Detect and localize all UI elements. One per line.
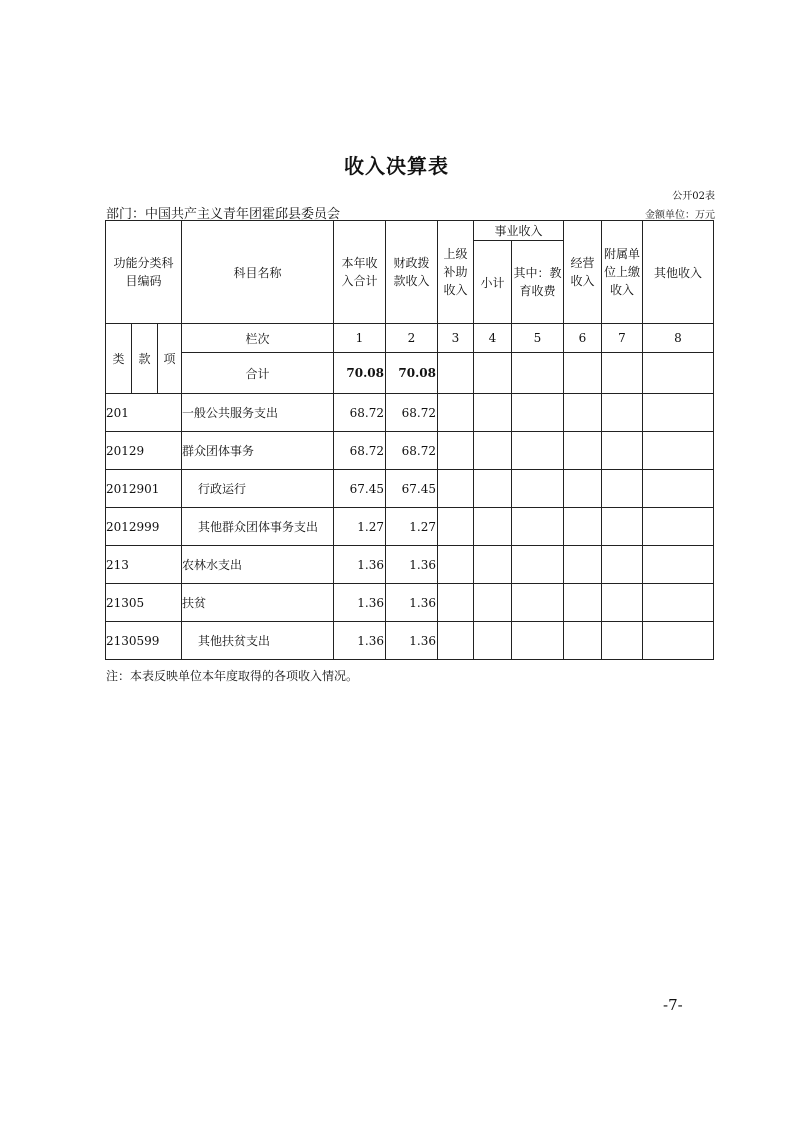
table-row <box>106 432 714 470</box>
header-total-income: 本年收入合计 <box>334 221 386 324</box>
row-total: 68.72 <box>334 432 386 470</box>
row-fiscal: 68.72 <box>386 432 438 470</box>
row-total: 1.36 <box>334 584 386 622</box>
row-code: 21305 <box>106 584 182 622</box>
header-career: 事业收入 <box>474 221 564 241</box>
department-label: 部门：中国共产主义青年团霍邱县委员会 <box>106 207 341 222</box>
header-subject-name: 科目名称 <box>182 221 334 324</box>
row-total: 68.72 <box>334 394 386 432</box>
row-fiscal: 68.72 <box>386 394 438 432</box>
row-name: 行政运行 <box>182 470 334 508</box>
table-row <box>106 584 714 622</box>
header-kuan: 款 <box>132 324 158 394</box>
header-func-code: 功能分类科目编码 <box>106 221 182 324</box>
col-number: 7 <box>602 324 643 353</box>
row-code: 213 <box>106 546 182 584</box>
amount-unit: 金额单位：万元 <box>645 210 715 221</box>
row-name: 一般公共服务支出 <box>182 394 334 432</box>
header-superior: 上级补助收入 <box>438 221 474 324</box>
header-lanci: 栏次 <box>182 324 334 353</box>
row-fiscal: 67.45 <box>386 470 438 508</box>
col-number: 1 <box>334 324 386 353</box>
table-row <box>106 622 714 660</box>
total-label: 合计 <box>182 353 334 394</box>
row-code: 2130599 <box>106 622 182 660</box>
col-number: 8 <box>643 324 714 353</box>
header-other: 其他收入 <box>643 221 714 324</box>
row-code: 2012999 <box>106 508 182 546</box>
row-code: 2012901 <box>106 470 182 508</box>
row-total: 67.45 <box>334 470 386 508</box>
row-total: 1.36 <box>334 622 386 660</box>
header-xiang: 项 <box>158 324 182 394</box>
row-fiscal: 1.36 <box>386 584 438 622</box>
page-number: -7- <box>663 996 683 1014</box>
row-fiscal: 1.36 <box>386 622 438 660</box>
col-number: 5 <box>512 324 564 353</box>
row-name: 群众团体事务 <box>182 432 334 470</box>
total-fiscal-cell: 70.08 <box>386 353 438 394</box>
row-name: 扶贫 <box>182 584 334 622</box>
row-name: 其他扶贫支出 <box>182 622 334 660</box>
table-row <box>106 508 714 546</box>
row-code: 20129 <box>106 432 182 470</box>
row-name: 其他群众团体事务支出 <box>182 508 334 546</box>
header-affiliated: 附属单位上缴收入 <box>602 221 643 324</box>
table-row <box>106 394 714 432</box>
page-title: 收入决算表 <box>344 154 449 178</box>
col-number: 4 <box>474 324 512 353</box>
total-row <box>106 353 714 394</box>
row-fiscal: 1.27 <box>386 508 438 546</box>
table-row <box>106 470 714 508</box>
col-number: 2 <box>386 324 438 353</box>
table-note: 注：本表反映单位本年度取得的各项收入情况。 <box>106 669 359 683</box>
header-operating: 经营收入 <box>564 221 602 324</box>
total-income-cell: 70.08 <box>334 353 386 394</box>
row-name: 农林水支出 <box>182 546 334 584</box>
row-code: 201 <box>106 394 182 432</box>
col-number: 3 <box>438 324 474 353</box>
income-table <box>105 220 714 660</box>
header-subtotal: 小计 <box>474 241 512 324</box>
header-lei: 类 <box>106 324 132 394</box>
header-edu-fee: 其中：教育收费 <box>512 241 564 324</box>
header-fiscal: 财政拨款收入 <box>386 221 438 324</box>
row-total: 1.27 <box>334 508 386 546</box>
form-number: 公开02表 <box>672 191 715 202</box>
col-number: 6 <box>564 324 602 353</box>
table-row <box>106 546 714 584</box>
row-total: 1.36 <box>334 546 386 584</box>
row-fiscal: 1.36 <box>386 546 438 584</box>
